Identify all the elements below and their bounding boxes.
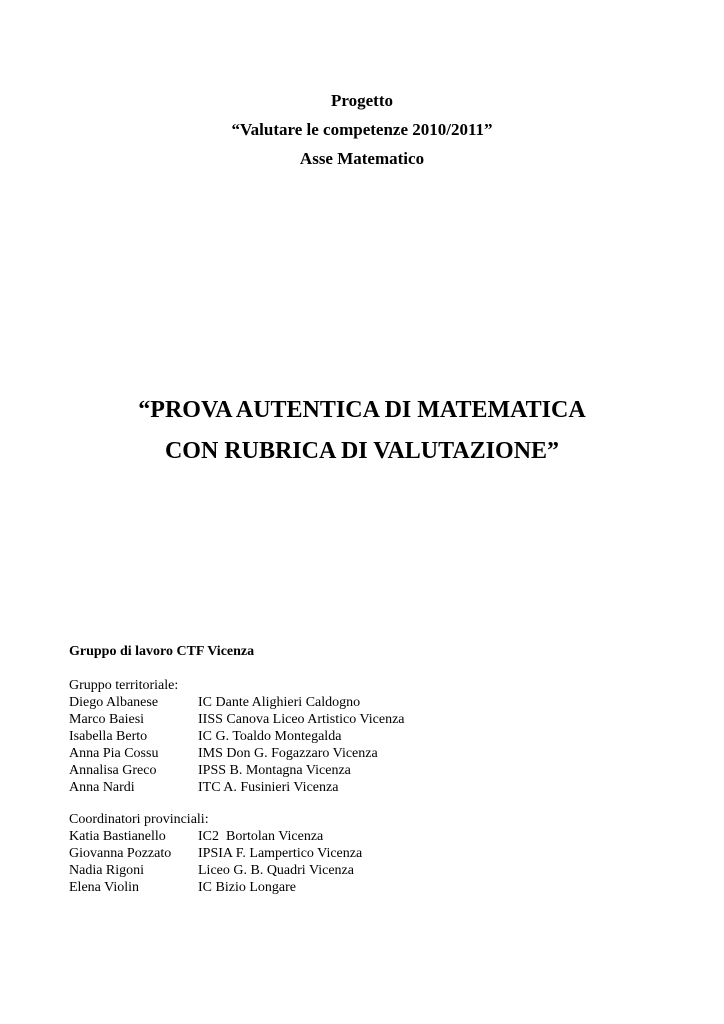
- main-title: [0, 390, 724, 472]
- member-row: [69, 745, 405, 762]
- main-title-line-1: “PROVA AUTENTICA DI MATEMATICA: [138, 397, 586, 423]
- coordinator-school: IPSIA F. Lampertico Vicenza: [198, 846, 363, 861]
- member-school: IPSS B. Montagna Vicenza: [198, 763, 351, 778]
- member-name: Isabella Berto: [69, 729, 148, 744]
- coordinator-name: Nadia Rigoni: [69, 863, 145, 878]
- member-name: Marco Baiesi: [69, 712, 145, 727]
- member-name: Diego Albanese: [69, 695, 159, 710]
- member-name: Annalisa Greco: [69, 763, 157, 778]
- coordinator-school: IC2 Bortolan Vicenza: [198, 829, 324, 844]
- project-name: “Valutare le competenze 2010/2011”: [231, 120, 493, 139]
- member-name: Anna Nardi: [69, 780, 135, 795]
- coordinator-row: [69, 845, 362, 862]
- coordinator-school: IC Bizio Longare: [198, 880, 296, 895]
- coordinators-label: Coordinatori provinciali:: [69, 812, 209, 827]
- member-school: IISS Canova Liceo Artistico Vicenza: [198, 712, 405, 727]
- member-school: ITC A. Fusinieri Vicenza: [198, 780, 339, 795]
- working-group-title: Gruppo di lavoro CTF Vicenza: [69, 644, 255, 659]
- coordinator-name: Elena Violin: [69, 880, 140, 895]
- member-school: IC G. Toaldo Montegalda: [198, 729, 342, 744]
- member-name: Anna Pia Cossu: [69, 746, 159, 761]
- subject-area: Asse Matematico: [299, 149, 425, 168]
- coordinator-row: [69, 879, 362, 896]
- coordinator-row: [69, 862, 362, 879]
- coordinator-name: Giovanna Pozzato: [69, 846, 172, 861]
- territorial-group-section: [69, 677, 405, 796]
- member-school: IMS Don G. Fogazzaro Vicenza: [198, 746, 378, 761]
- coordinator-row: [69, 828, 362, 845]
- coordinator-school: Liceo G. B. Quadri Vicenza: [198, 863, 354, 878]
- territorial-group-label: Gruppo territoriale:: [69, 678, 179, 693]
- project-label: Progetto: [331, 91, 393, 110]
- member-row: [69, 728, 405, 745]
- coordinators-section: [69, 811, 362, 896]
- member-row: [69, 762, 405, 779]
- member-row: [69, 694, 405, 711]
- member-school: IC Dante Alighieri Caldogno: [198, 695, 361, 710]
- member-row: [69, 779, 405, 796]
- main-title-line-2: CON RUBRICA DI VALUTAZIONE”: [164, 438, 560, 464]
- project-header: [0, 86, 724, 173]
- coordinator-name: Katia Bastianello: [69, 829, 166, 844]
- member-row: [69, 711, 405, 728]
